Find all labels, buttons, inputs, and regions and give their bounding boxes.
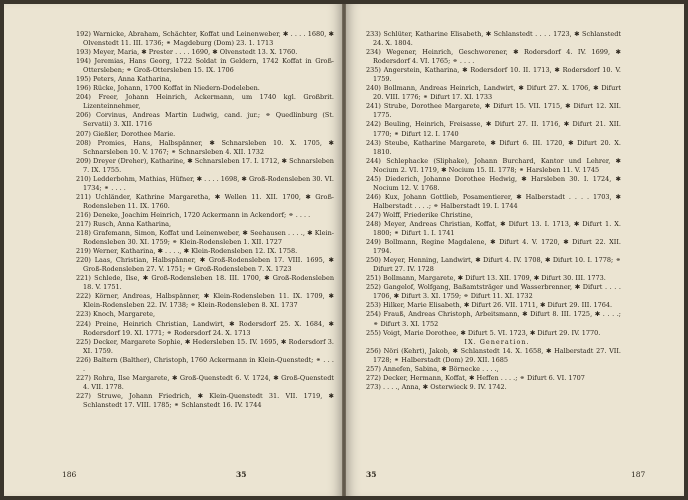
genealogy-entry: 211) Uchländer, Kathrine Margaretha, ✱ Wellen 11. XII. 1700, ✱ Groß-Rodensleben 11. IX. 1760. — [76, 192, 334, 210]
genealogy-entry: 246) Kux, Johann Gottlieb, Posamentierer, ✱ Halberstadt . . . . 1703, ✱ Halberstadt . . . .; ⚭ Halberstadt 19. I. 1744 — [366, 192, 621, 210]
genealogy-entry: 241) Strube, Dorothee Margarete, ✱ Difurt 15. VII. 1715, ✱ Difurt 12. XII. 1775. — [366, 102, 621, 120]
genealogy-entry: 226) Baltern (Balther), Christoph, 1760 Ackermann in Klein-Quenstedt; ⚭ . . . . — [76, 355, 334, 373]
right-page — [346, 4, 684, 496]
genealogy-entry: 222) Körner, Andreas, Halbspänner, ✱ Klein-Rodensleben 11. IX. 1709, ✱ Klein-Rodensleben 22. IV. 1738; ⚭ Klein-Rodensleben 8. XI. 1737 — [76, 292, 334, 310]
genealogy-entry: 256) Nöri (Kehrt), Jakob, ✱ Schlanstedt 14. X. 1658, ✱ Halberstadt 27. VII. 1728; ⚭ Halberstadt (Dom) 29. XII. 1685 — [366, 346, 621, 364]
right-entry-list — [366, 30, 621, 392]
left-page — [4, 4, 342, 496]
genealogy-entry: 254) Frauß, Andreas Christoph, Arbeitsmann, ✱ Difurt 8. III. 1725, ✱ . . . .; ⚭ Difurt 3. XI. 1752 — [366, 310, 621, 328]
genealogy-entry: 272) Decker, Hermann, Koffat, ✱ Heffen . . . .; ⚭ Difurt 6. VI. 1707 — [366, 373, 585, 382]
signature-mark: 35 — [366, 470, 377, 479]
genealogy-entry: 194) Jeremias, Hans Georg, 1722 Soldat in Geldern, 1742 Koffat in Groß-Ottersleben; ⚭ Groß-Ottersleben 15. IX. 1706 — [76, 57, 334, 75]
genealogy-entry: 224) Preine, Heinrich Christian, Landwirt, ✱ Rodersdorf 25. X. 1684, ✱ Rodersdorf 19. XI. 1771; ⚭ Rodersdorf 24. X. 1713 — [76, 319, 334, 337]
left-entry-list — [76, 30, 334, 410]
genealogy-entry: 217) Rusch, Anna Katharina, — [76, 219, 172, 228]
genealogy-entry: 249) Bollmann, Regine Magdalene, ✱ Difurt 4. V. 1720, ✱ Difurt 22. XII. 1794. — [366, 238, 621, 256]
page-number: 187 — [631, 470, 646, 479]
genealogy-entry: 196) Rücke, Johann, 1700 Koffat in Niedern-Dodeleben. — [76, 84, 260, 93]
genealogy-entry: 240) Bollmann, Andreas Heinrich, Landwirt, ✱ Difurt 27. X. 1706, ✱ Difurt 20. VIII. 1776; ⚭ Difurt 17. XI. 1733 — [366, 84, 621, 102]
genealogy-entry: 207) Gießler, Dorothee Marie. — [76, 129, 176, 138]
genealogy-entry: 209) Dreyer (Dreher), Katharine, ✱ Schnarsleben 17. I. 1712, ✱ Schnarsleben 7. IX. 1755. — [76, 156, 334, 174]
genealogy-entry: 208) Promies, Hans, Halbspänner, ✱ Schnarsleben 10. X. 1705, ✱ Schnarsleben 10. V. 1767; ⚭ Schnarsleben 4. XII. 1732 — [76, 138, 334, 156]
genealogy-entry: 206) Corvinus, Andreas Martin Ludwig, cand. jur.; ⚭ Quedlinburg (St. Servatii) 3. XII. 1716 — [76, 111, 334, 129]
genealogy-entry: 225) Decker, Margarete Sophie, ✱ Hedersleben 15. IV. 1695, ✱ Rodersdorf 3. XI. 1759. — [76, 337, 334, 355]
genealogy-entry: 204) Freer, Johann Heinrich, Ackermann, um 1740 kgl. Großbrit. Lizenteinnehmer, — [76, 93, 334, 111]
genealogy-entry: IX. Generation. — [464, 337, 530, 346]
genealogy-entry: 244) Schlephacke (Sliphake), Johann Burchard, Kantor und Lehrer, ✱ Nocium 2. VI. 1719, ✱ Nocium 15. II. 1778; ⚭ Harsleben 11. V. 1745 — [366, 156, 621, 174]
genealogy-entry: 273) . . . ., Anna, ✱ Osterwieck 9. IV. 1742. — [366, 382, 507, 391]
genealogy-entry: 221) Schlede, Ilse, ✱ Groß-Rodensleben 18. III. 1700, ✱ Groß-Rodensleben 18. V. 1751. — [76, 274, 334, 292]
genealogy-entry: 210) Ledderbohm, Mathias, Hüfner, ✱ . . . . 1698, ✱ Groß-Rodensleben 30. VI. 1734; ⚭ . . . . — [76, 174, 334, 192]
genealogy-entry: 252) Gangelof, Wolfgang, Baßamtsträger und Wasserbrenner, ✱ Difurt . . . . 1706, ✱ Difurt 3. XI. 1759; ⚭ Difurt 11. XI. 1732 — [366, 283, 621, 301]
genealogy-entry: 243) Steube, Katharine Margarete, ✱ Difurt 6. III. 1720, ✱ Difurt 20. X. 1810. — [366, 138, 621, 156]
page-number: 186 — [62, 470, 77, 479]
genealogy-entry: 247) Wolff, Friederike Christine, — [366, 210, 473, 219]
genealogy-entry: 242) Beuling, Heinrich, Freisasse, ✱ Difurt 27. II. 1716, ✱ Difurt 21. XII. 1770; ⚭ Difurt 12. I. 1740 — [366, 120, 621, 138]
genealogy-entry: 248) Meyer, Andreas Christian, Koffat, ✱ Difurt 13. I. 1713, ✱ Difurt 1. X. 1800; ⚭ Difurt 1. I. 1741 — [366, 219, 621, 238]
genealogy-entry: 250) Meyer, Henning, Landwirt, ✱ Difurt 4. IV. 1708, ✱ Difurt 10. I. 1778; ⚭ Difurt 27. IV. 1728 — [366, 256, 621, 274]
genealogy-entry: 227) Struwe, Johann Friedrich, ✱ Klein-Quenstedt 31. VII. 1719, ✱ Schlanstedt 17. VIII. 1785; ⚭ Schlanstedt 16. IV. 1744 — [76, 391, 334, 409]
genealogy-entry: 219) Werner, Katharina, ✱ . . . ., ✱ Klein-Rodensleben 12. IX. 1758. — [76, 247, 298, 256]
genealogy-entry: 227) Rohra, Ilse Margarete, ✱ Groß-Quenstedt 6. V. 1724, ✱ Groß-Quenstedt 4. VII. 1778. — [76, 373, 334, 391]
genealogy-entry: 195) Peters, Anna Katharina, — [76, 75, 172, 84]
genealogy-entry: 193) Meyer, Maria, ✱ Prester . . . . 1690, ✱ Olvenstedt 13. X. 1760. — [76, 48, 298, 57]
genealogy-entry: 257) Annefen, Sabina, ✱ Börnecke . . . ., — [366, 364, 499, 373]
genealogy-entry: 223) Knoch, Margarete, — [76, 310, 156, 319]
genealogy-entry: 216) Deneke, Joachim Heinrich, 1720 Ackermann in Ackendorf; ⚭ . . . . — [76, 210, 311, 219]
genealogy-entry: 253) Hilker, Marie Elisabeth, ✱ Difurt 26. VII. 1711, ✱ Difurt 29. III. 1764. — [366, 301, 613, 310]
genealogy-entry: 255) Voigt, Marie Dorothee, ✱ Difurt 5. VI. 1723, ✱ Difurt 29. IV. 1770. — [366, 328, 601, 337]
genealogy-entry: 251) Bollmann, Margarete, ✱ Difurt 13. XII. 1709, ✱ Difurt 30. III. 1773. — [366, 274, 606, 283]
genealogy-entry: 235) Angerstein, Katharina, ✱ Rodersdorf 10. II. 1713, ✱ Rodersdorf 10. V. 1759. — [366, 66, 621, 84]
genealogy-entry: 218) Grafemann, Simon, Koffat und Leinenweber, ✱ Seehausen . . . ., ✱ Klein-Rodensleben 30. XI. 1759; ⚭ Klein-Rodensleben 1. XII. 1727 — [76, 229, 334, 247]
genealogy-entry: 220) Laas, Christian, Halbspänner, ✱ Groß-Rodensleben 17. VIII. 1695, ✱ Groß-Rodensleben 27. V. 1751; ⚭ Groß-Rodensleben 7. X. 1723 — [76, 256, 334, 274]
signature-mark: 35 — [236, 470, 247, 479]
genealogy-entry: 234) Wegener, Heinrich, Geschworener, ✱ Rodersdorf 4. IV. 1699, ✱ Rodersdorf 4. VI. 1765; ⚭ . . . . — [366, 48, 621, 66]
genealogy-entry: 233) Schlüter, Katharine Elisabeth, ✱ Schlanstedt . . . . 1723, ✱ Schlanstedt 24. X. 1804. — [366, 30, 621, 48]
genealogy-entry: 245) Diederich, Johanne Dorothee Hedwig, ✱ Harsleben 30. I. 1724, ✱ Nocium 12. V. 1768. — [366, 174, 621, 192]
genealogy-entry: 192) Warnicke, Abraham, Schächter, Koffat und Leinenweber, ✱ . . . . 1680, ✱ Olvenstedt 11. III. 1736; ⚭ Magdeburg (Dom) 23. 1. 1713 — [76, 30, 334, 48]
